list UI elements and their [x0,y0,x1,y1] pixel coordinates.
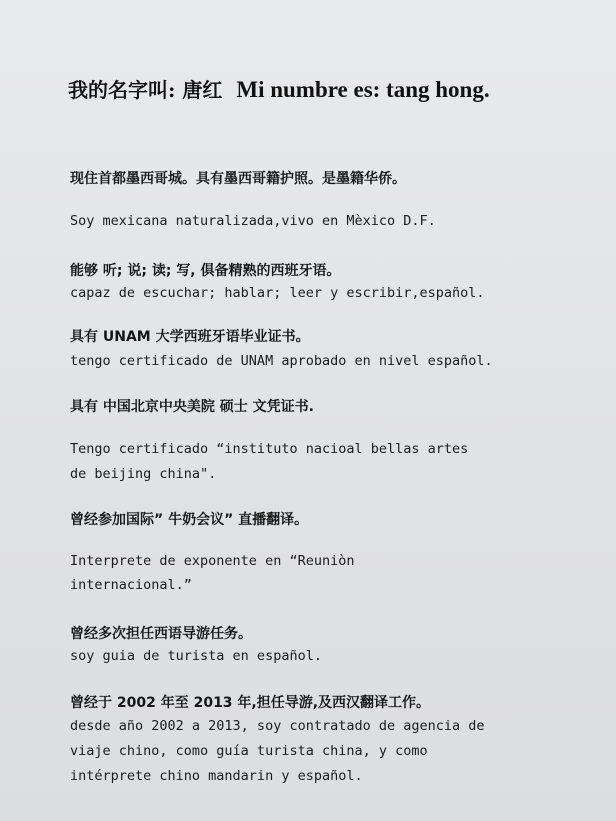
tour-guide-spanish: soy guia de turista en español. [70,648,322,664]
work-history-spanish-line-3: intérprete chino mandarin y español. [70,768,363,784]
work-history-chinese: 曾经于 2002 年至 2013 年,担任导游,及西汉翻译工作。 [70,695,431,711]
name-heading-spanish: Mi numbre es: tang hong. [236,77,490,102]
unam-certificate-spanish: tengo certificado de UNAM aprobado en nivel español. [70,353,493,369]
work-history-spanish-line-1: desde año 2002 a 2013, soy contratado de agencia de [70,718,485,734]
tour-guide-chinese: 曾经多次担任西语导游任务。 [70,626,252,642]
beijing-degree-spanish-line-2: de beijing china". [70,466,217,482]
language-skills-chinese: 能够 听; 说; 读; 写, 俱备精熟的西班牙语。 [70,263,341,279]
milk-conference-chinese: 曾经参加国际” 牛奶会议” 直播翻译。 [70,512,309,528]
milk-conference-spanish-line-1: Interprete de exponente en “Reuniòn [70,553,355,569]
unam-certificate-chinese: 具有 UNAM 大学西班牙语毕业证书。 [70,329,310,345]
beijing-degree-chinese: 具有 中国北京中央美院 硕士 文凭证书. [70,399,314,415]
name-heading [68,74,490,103]
language-skills-spanish: capaz de escuchar; hablar; leer y escribir,español. [70,285,485,301]
beijing-degree-spanish-line-1: Tengo certificado “instituto nacioal bellas artes [70,441,469,457]
residence-chinese: 现住首都墨西哥城。具有墨西哥籍护照。是墨籍华侨。 [70,171,406,187]
work-history-spanish-line-2: viaje chino, como guía turista china, y como [70,743,428,759]
residence-spanish: Soy mexicana naturalizada,vivo en Mèxico D.F. [70,213,436,229]
name-heading-chinese: 我的名字叫: 唐红 [68,78,223,102]
milk-conference-spanish-line-2: internacional.” [70,577,192,593]
